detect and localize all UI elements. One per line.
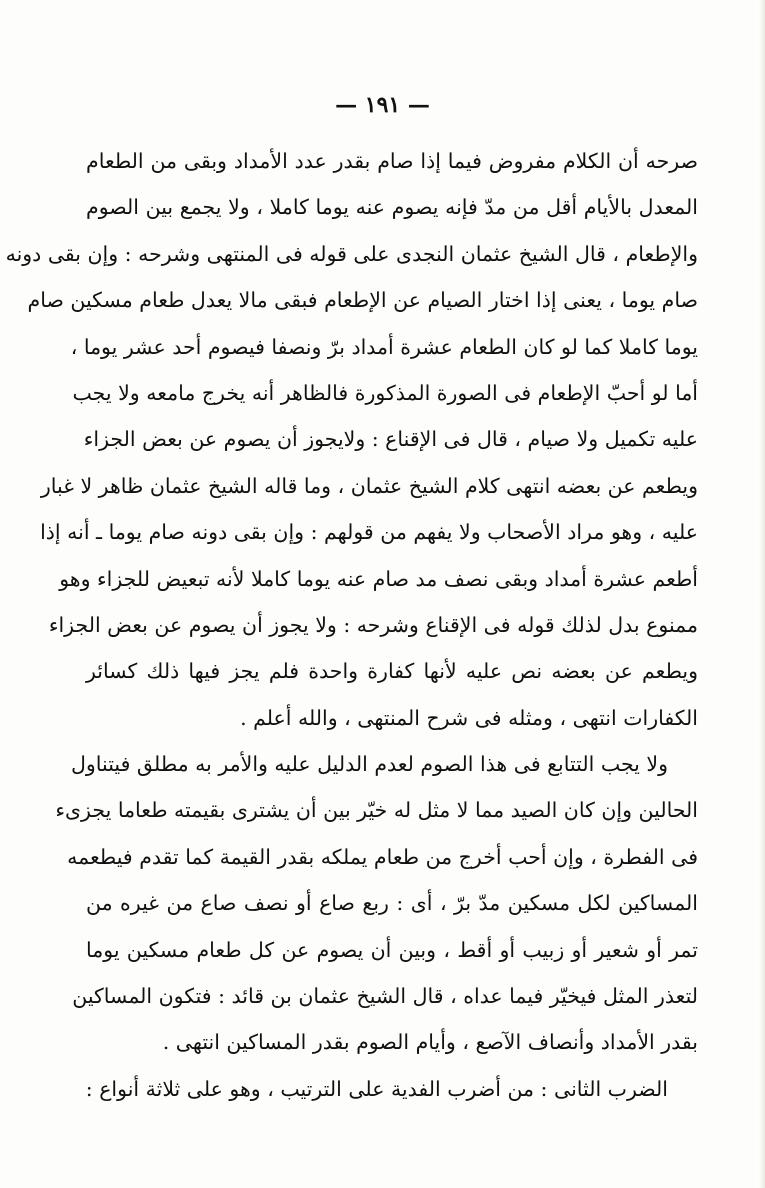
text-line: يوما كاملا كما لو كان الطعام عشرة أمداد برّ ونصفا فيصوم أحد عشر يوما ، <box>70 334 698 359</box>
text-line: تمر أو شعير أو زبيب أو أقط ، وبين أن يصوم عن كل طعام مسكين يوما <box>86 937 698 962</box>
page-number: — ١٩١ — <box>335 92 430 118</box>
text-line: عليه ، وهو مراد الأصحاب ولا يفهم من قولهم : وإن بقى دونه صام يوما ـ أنه إذا <box>40 520 698 545</box>
text-line: المساكين لكل مسكين مدّ برّ ، أى : ربع صاع أو نصف صاع من غيره من <box>86 891 698 916</box>
body-text <box>5 138 698 1112</box>
text-line: المعدل بالأيام أقل من مدّ فإنه يصوم عنه يوما كاملا ، ولا يجمع بين الصوم <box>86 195 698 220</box>
text-line: ويطعم عن بعضه انتهى كلام الشيخ عثمان ، وما قاله الشيخ عثمان ظاهر لا غبار <box>40 473 698 498</box>
text-line: عليه تكميل ولا صيام ، قال فى الإقناع : ولايجوز أن يصوم عن بعض الجزاء <box>83 427 698 452</box>
text-line: فى الفطرة ، وإن أحب أخرج من طعام يملكه بقدر القيمة كما تقدم فيطعمه <box>67 844 698 869</box>
text-line: لتعذر المثل فيخيّر فيما عداه ، قال الشيخ عثمان بن قائد : فتكون المساكين <box>72 984 698 1009</box>
text-line: صرحه أن الكلام مفروض فيما إذا صام بقدر عدد الأمداد وبقى من الطعام <box>86 149 698 173</box>
text-line: صام يوما ، يعنى إذا اختار الصيام عن الإطعام فبقى مالا يعدل طعام مسكين صام <box>27 288 698 313</box>
text-line: ويطعم عن بعضه نص عليه لأنها كفارة واحدة فلم يجز فيها ذلك كسائر <box>86 659 698 684</box>
scan-edge-shadow <box>759 0 765 1188</box>
text-line: أما لو أحبّ الإطعام فى الصورة المذكورة فالظاهر أنه يخرج مامعه ولا يجب <box>72 380 698 405</box>
text-line: بقدر الأمداد وأنصاف الآصع ، وأيام الصوم بقدر المساكين انتهى . <box>162 1030 698 1055</box>
section-heading-line: الضرب الثانى : من أضرب الفدية على الترتيب ، وهو على ثلاثة أنواع : <box>85 1076 668 1101</box>
paragraph-start-line: ولا يجب التتابع فى هذا الصوم لعدم الدليل عليه والأمر به مطلق فيتناول <box>71 752 668 777</box>
text-line: الحالين وإن كان الصيد مما لا مثل له خيّر بين أن يشترى بقيمته طعاما يجزىء <box>55 798 698 823</box>
text-line: الكفارات انتهى ، ومثله فى شرح المنتهى ، والله أعلم . <box>240 705 698 730</box>
text-line: أطعم عشرة أمداد وبقى نصف مد صام عنه يوما كاملا لأنه تبعيض للجزاء وهو <box>59 566 698 591</box>
text-line: والإطعام ، قال الشيخ عثمان النجدى على قوله فى المنتهى وشرحه : وإن بقى دونه <box>5 241 698 266</box>
text-line: ممنوع بدل لذلك قوله فى الإقناع وشرحه : ولا يجوز أن يصوم عن بعض الجزاء <box>48 612 698 637</box>
